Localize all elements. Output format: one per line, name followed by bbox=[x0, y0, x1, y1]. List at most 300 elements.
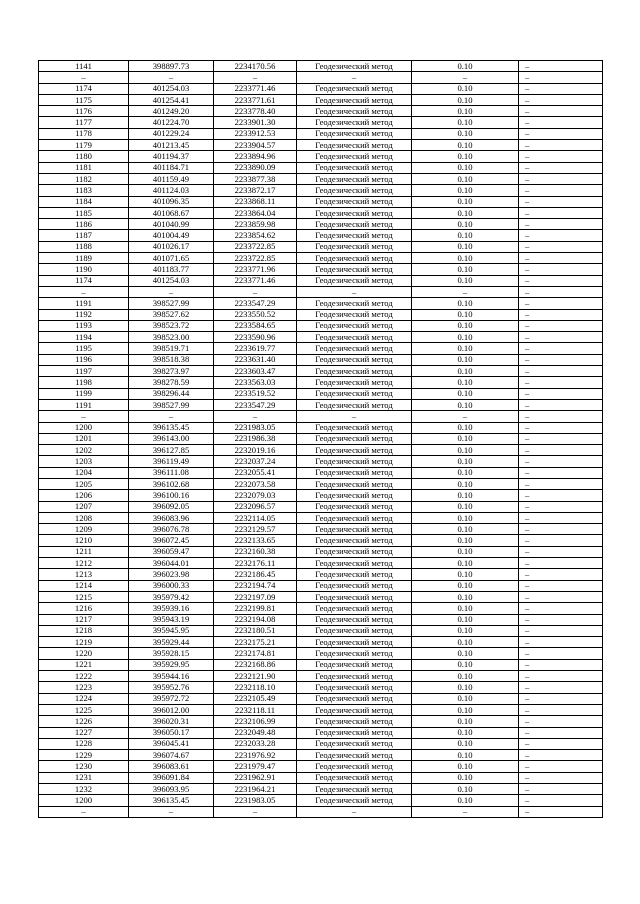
accuracy-cell: 0.10 bbox=[412, 750, 519, 761]
x-coordinate-cell: 396091.84 bbox=[129, 772, 214, 783]
extra-cell: – bbox=[519, 264, 603, 275]
y-coordinate-cell: 2231962.91 bbox=[214, 772, 297, 783]
table-row bbox=[39, 399, 603, 410]
table-row bbox=[39, 738, 603, 749]
y-coordinate-cell: 2233854.62 bbox=[214, 230, 297, 241]
method-cell: Геодезический метод bbox=[297, 128, 412, 139]
method-cell: Геодезический метод bbox=[297, 309, 412, 320]
extra-cell: – bbox=[519, 806, 603, 817]
point-number-cell: – bbox=[39, 72, 129, 83]
accuracy-cell: 0.10 bbox=[412, 219, 519, 230]
x-coordinate-cell: 401068.67 bbox=[129, 207, 214, 218]
accuracy-cell: 0.10 bbox=[412, 772, 519, 783]
y-coordinate-cell: 2233859.98 bbox=[214, 219, 297, 230]
table-row bbox=[39, 535, 603, 546]
table-row bbox=[39, 377, 603, 388]
method-cell: Геодезический метод bbox=[297, 196, 412, 207]
method-cell: Геодезический метод bbox=[297, 151, 412, 162]
y-coordinate-cell: 2233771.61 bbox=[214, 94, 297, 105]
table-row bbox=[39, 478, 603, 489]
point-number-cell: 1215 bbox=[39, 591, 129, 602]
y-coordinate-cell: – bbox=[214, 72, 297, 83]
point-number-cell: 1205 bbox=[39, 478, 129, 489]
point-number-cell: 1219 bbox=[39, 637, 129, 648]
method-cell: Геодезический метод bbox=[297, 106, 412, 117]
y-coordinate-cell: 2232096.57 bbox=[214, 501, 297, 512]
method-cell: Геодезический метод bbox=[297, 682, 412, 693]
point-number-cell: 1229 bbox=[39, 750, 129, 761]
y-coordinate-cell: 2232133.65 bbox=[214, 535, 297, 546]
point-number-cell: 1204 bbox=[39, 467, 129, 478]
x-coordinate-cell: 398296.44 bbox=[129, 388, 214, 399]
x-coordinate-cell: 395945.95 bbox=[129, 625, 214, 636]
x-coordinate-cell: 401249.20 bbox=[129, 106, 214, 117]
method-cell: Геодезический метод bbox=[297, 230, 412, 241]
extra-cell: – bbox=[519, 761, 603, 772]
method-cell: Геодезический метод bbox=[297, 207, 412, 218]
x-coordinate-cell: 396000.33 bbox=[129, 580, 214, 591]
y-coordinate-cell: 2233631.40 bbox=[214, 354, 297, 365]
accuracy-cell: 0.10 bbox=[412, 241, 519, 252]
method-cell: Геодезический метод bbox=[297, 388, 412, 399]
x-coordinate-cell: 395939.16 bbox=[129, 603, 214, 614]
table-row bbox=[39, 83, 603, 94]
x-coordinate-cell: 396083.96 bbox=[129, 512, 214, 523]
extra-cell: – bbox=[519, 637, 603, 648]
table-row bbox=[39, 456, 603, 467]
point-number-cell: 1216 bbox=[39, 603, 129, 614]
table-row bbox=[39, 671, 603, 682]
method-cell: Геодезический метод bbox=[297, 354, 412, 365]
accuracy-cell: 0.10 bbox=[412, 445, 519, 456]
accuracy-cell: 0.10 bbox=[412, 94, 519, 105]
extra-cell: – bbox=[519, 784, 603, 795]
accuracy-cell: 0.10 bbox=[412, 106, 519, 117]
point-number-cell: 1176 bbox=[39, 106, 129, 117]
method-cell: Геодезический метод bbox=[297, 83, 412, 94]
y-coordinate-cell: 2231976.92 bbox=[214, 750, 297, 761]
accuracy-cell: 0.10 bbox=[412, 117, 519, 128]
table-row bbox=[39, 546, 603, 557]
point-number-cell: 1224 bbox=[39, 693, 129, 704]
x-coordinate-cell: 396050.17 bbox=[129, 727, 214, 738]
x-coordinate-cell: 396111.08 bbox=[129, 467, 214, 478]
method-cell: Геодезический метод bbox=[297, 422, 412, 433]
y-coordinate-cell: 2232180.51 bbox=[214, 625, 297, 636]
point-number-cell: 1175 bbox=[39, 94, 129, 105]
table-row bbox=[39, 207, 603, 218]
y-coordinate-cell: 2231964.21 bbox=[214, 784, 297, 795]
point-number-cell: 1209 bbox=[39, 524, 129, 535]
y-coordinate-cell: 2232194.74 bbox=[214, 580, 297, 591]
method-cell: Геодезический метод bbox=[297, 772, 412, 783]
y-coordinate-cell: – bbox=[214, 286, 297, 297]
accuracy-cell: 0.10 bbox=[412, 535, 519, 546]
extra-cell: – bbox=[519, 94, 603, 105]
table-row bbox=[39, 693, 603, 704]
point-number-cell: 1196 bbox=[39, 354, 129, 365]
accuracy-cell: 0.10 bbox=[412, 162, 519, 173]
y-coordinate-cell: 2232105.49 bbox=[214, 693, 297, 704]
method-cell: – bbox=[297, 286, 412, 297]
method-cell: Геодезический метод bbox=[297, 591, 412, 602]
extra-cell: – bbox=[519, 659, 603, 670]
y-coordinate-cell: 2232186.45 bbox=[214, 569, 297, 580]
method-cell: Геодезический метод bbox=[297, 275, 412, 286]
point-number-cell: 1191 bbox=[39, 399, 129, 410]
extra-cell: – bbox=[519, 366, 603, 377]
accuracy-cell: 0.10 bbox=[412, 366, 519, 377]
x-coordinate-cell: 396135.45 bbox=[129, 422, 214, 433]
extra-cell: – bbox=[519, 772, 603, 783]
point-number-cell: 1189 bbox=[39, 253, 129, 264]
extra-cell: – bbox=[519, 569, 603, 580]
x-coordinate-cell: 396143.00 bbox=[129, 433, 214, 444]
accuracy-cell: 0.10 bbox=[412, 185, 519, 196]
extra-cell: – bbox=[519, 388, 603, 399]
y-coordinate-cell: 2233872.17 bbox=[214, 185, 297, 196]
y-coordinate-cell: 2233904.57 bbox=[214, 140, 297, 151]
method-cell: Геодезический метод bbox=[297, 693, 412, 704]
table-row bbox=[39, 275, 603, 286]
accuracy-cell: 0.10 bbox=[412, 173, 519, 184]
x-coordinate-cell: 396072.45 bbox=[129, 535, 214, 546]
extra-cell: – bbox=[519, 738, 603, 749]
method-cell: Геодезический метод bbox=[297, 467, 412, 478]
extra-cell: – bbox=[519, 162, 603, 173]
accuracy-cell: 0.10 bbox=[412, 704, 519, 715]
y-coordinate-cell: 2233722.85 bbox=[214, 253, 297, 264]
accuracy-cell: 0.10 bbox=[412, 512, 519, 523]
separator-row bbox=[39, 72, 603, 83]
method-cell: Геодезический метод bbox=[297, 637, 412, 648]
table-row bbox=[39, 558, 603, 569]
accuracy-cell: 0.10 bbox=[412, 354, 519, 365]
x-coordinate-cell: 395944.16 bbox=[129, 671, 214, 682]
point-number-cell: 1177 bbox=[39, 117, 129, 128]
x-coordinate-cell: 396044.01 bbox=[129, 558, 214, 569]
method-cell: Геодезический метод bbox=[297, 433, 412, 444]
extra-cell: – bbox=[519, 490, 603, 501]
x-coordinate-cell: 396119.49 bbox=[129, 456, 214, 467]
method-cell: Геодезический метод bbox=[297, 501, 412, 512]
y-coordinate-cell: – bbox=[214, 806, 297, 817]
y-coordinate-cell: 2233894.96 bbox=[214, 151, 297, 162]
y-coordinate-cell: 2232118.10 bbox=[214, 682, 297, 693]
accuracy-cell: 0.10 bbox=[412, 478, 519, 489]
y-coordinate-cell: 2231986.38 bbox=[214, 433, 297, 444]
method-cell: Геодезический метод bbox=[297, 614, 412, 625]
method-cell: Геодезический метод bbox=[297, 671, 412, 682]
accuracy-cell: 0.10 bbox=[412, 761, 519, 772]
extra-cell: – bbox=[519, 128, 603, 139]
point-number-cell: 1183 bbox=[39, 185, 129, 196]
table-row bbox=[39, 264, 603, 275]
method-cell: Геодезический метод bbox=[297, 727, 412, 738]
x-coordinate-cell: 398523.72 bbox=[129, 320, 214, 331]
y-coordinate-cell: 2233771.46 bbox=[214, 83, 297, 94]
method-cell: Геодезический метод bbox=[297, 603, 412, 614]
accuracy-cell: 0.10 bbox=[412, 727, 519, 738]
accuracy-cell: – bbox=[412, 286, 519, 297]
accuracy-cell: 0.10 bbox=[412, 716, 519, 727]
accuracy-cell: 0.10 bbox=[412, 275, 519, 286]
point-number-cell: 1210 bbox=[39, 535, 129, 546]
method-cell: Геодезический метод bbox=[297, 445, 412, 456]
table-row bbox=[39, 151, 603, 162]
accuracy-cell: 0.10 bbox=[412, 637, 519, 648]
accuracy-cell: 0.10 bbox=[412, 569, 519, 580]
y-coordinate-cell: 2232079.03 bbox=[214, 490, 297, 501]
point-number-cell: 1199 bbox=[39, 388, 129, 399]
method-cell: Геодезический метод bbox=[297, 162, 412, 173]
table-row bbox=[39, 196, 603, 207]
point-number-cell: 1206 bbox=[39, 490, 129, 501]
accuracy-cell: 0.10 bbox=[412, 309, 519, 320]
separator-row bbox=[39, 286, 603, 297]
y-coordinate-cell: 2232168.86 bbox=[214, 659, 297, 670]
accuracy-cell: 0.10 bbox=[412, 128, 519, 139]
accuracy-cell: 0.10 bbox=[412, 501, 519, 512]
y-coordinate-cell: 2233864.04 bbox=[214, 207, 297, 218]
point-number-cell: 1230 bbox=[39, 761, 129, 772]
extra-cell: – bbox=[519, 422, 603, 433]
x-coordinate-cell: 401184.71 bbox=[129, 162, 214, 173]
table-row bbox=[39, 343, 603, 354]
point-number-cell: 1201 bbox=[39, 433, 129, 444]
point-number-cell: 1195 bbox=[39, 343, 129, 354]
x-coordinate-cell: 398527.99 bbox=[129, 399, 214, 410]
table-row bbox=[39, 727, 603, 738]
point-number-cell: 1184 bbox=[39, 196, 129, 207]
extra-cell: – bbox=[519, 173, 603, 184]
method-cell: Геодезический метод bbox=[297, 716, 412, 727]
extra-cell: – bbox=[519, 693, 603, 704]
table-row bbox=[39, 106, 603, 117]
point-number-cell: 1227 bbox=[39, 727, 129, 738]
extra-cell: – bbox=[519, 72, 603, 83]
x-coordinate-cell: 395928.15 bbox=[129, 648, 214, 659]
method-cell: Геодезический метод bbox=[297, 738, 412, 749]
table-row bbox=[39, 490, 603, 501]
method-cell: Геодезический метод bbox=[297, 94, 412, 105]
x-coordinate-cell: 398523.00 bbox=[129, 332, 214, 343]
x-coordinate-cell: 398518.38 bbox=[129, 354, 214, 365]
table-row bbox=[39, 140, 603, 151]
y-coordinate-cell: 2233519.52 bbox=[214, 388, 297, 399]
accuracy-cell: 0.10 bbox=[412, 625, 519, 636]
table-row bbox=[39, 354, 603, 365]
y-coordinate-cell: 2233563.03 bbox=[214, 377, 297, 388]
point-number-cell: – bbox=[39, 286, 129, 297]
x-coordinate-cell: – bbox=[129, 411, 214, 422]
table-row bbox=[39, 230, 603, 241]
method-cell: Геодезический метод bbox=[297, 659, 412, 670]
extra-cell: – bbox=[519, 106, 603, 117]
table-row bbox=[39, 422, 603, 433]
method-cell: Геодезический метод bbox=[297, 761, 412, 772]
accuracy-cell: 0.10 bbox=[412, 388, 519, 399]
x-coordinate-cell: 401194.37 bbox=[129, 151, 214, 162]
point-number-cell: 1193 bbox=[39, 320, 129, 331]
y-coordinate-cell: 2232129.57 bbox=[214, 524, 297, 535]
y-coordinate-cell: 2233547.29 bbox=[214, 298, 297, 309]
point-number-cell: 1222 bbox=[39, 671, 129, 682]
x-coordinate-cell: 396083.61 bbox=[129, 761, 214, 772]
point-number-cell: 1223 bbox=[39, 682, 129, 693]
point-number-cell: 1192 bbox=[39, 309, 129, 320]
accuracy-cell: 0.10 bbox=[412, 151, 519, 162]
accuracy-cell: 0.10 bbox=[412, 83, 519, 94]
method-cell: Геодезический метод bbox=[297, 490, 412, 501]
extra-cell: – bbox=[519, 298, 603, 309]
extra-cell: – bbox=[519, 286, 603, 297]
point-number-cell: 1232 bbox=[39, 784, 129, 795]
point-number-cell: 1181 bbox=[39, 162, 129, 173]
accuracy-cell: 0.10 bbox=[412, 546, 519, 557]
y-coordinate-cell: 2233722.85 bbox=[214, 241, 297, 252]
y-coordinate-cell: 2233603.47 bbox=[214, 366, 297, 377]
x-coordinate-cell: 398527.99 bbox=[129, 298, 214, 309]
table-row bbox=[39, 467, 603, 478]
extra-cell: – bbox=[519, 253, 603, 264]
method-cell: Геодезический метод bbox=[297, 343, 412, 354]
x-coordinate-cell: 398278.59 bbox=[129, 377, 214, 388]
table-row bbox=[39, 716, 603, 727]
x-coordinate-cell: 395929.44 bbox=[129, 637, 214, 648]
table-row bbox=[39, 128, 603, 139]
y-coordinate-cell: 2233868.11 bbox=[214, 196, 297, 207]
method-cell: Геодезический метод bbox=[297, 784, 412, 795]
y-coordinate-cell: 2232160.38 bbox=[214, 546, 297, 557]
x-coordinate-cell: 401229.24 bbox=[129, 128, 214, 139]
document-page bbox=[38, 60, 602, 818]
method-cell: Геодезический метод bbox=[297, 61, 412, 72]
accuracy-cell: 0.10 bbox=[412, 795, 519, 806]
method-cell: Геодезический метод bbox=[297, 648, 412, 659]
accuracy-cell: 0.10 bbox=[412, 332, 519, 343]
x-coordinate-cell: 401254.41 bbox=[129, 94, 214, 105]
table-row bbox=[39, 637, 603, 648]
accuracy-cell: 0.10 bbox=[412, 693, 519, 704]
x-coordinate-cell: 401254.03 bbox=[129, 83, 214, 94]
x-coordinate-cell: 396020.31 bbox=[129, 716, 214, 727]
extra-cell: – bbox=[519, 478, 603, 489]
extra-cell: – bbox=[519, 241, 603, 252]
accuracy-cell: 0.10 bbox=[412, 580, 519, 591]
accuracy-cell: 0.10 bbox=[412, 320, 519, 331]
table-row bbox=[39, 524, 603, 535]
x-coordinate-cell: 401096.35 bbox=[129, 196, 214, 207]
y-coordinate-cell: 2232118.11 bbox=[214, 704, 297, 715]
y-coordinate-cell: 2232037.24 bbox=[214, 456, 297, 467]
point-number-cell: 1200 bbox=[39, 795, 129, 806]
method-cell: – bbox=[297, 72, 412, 83]
x-coordinate-cell: 398527.62 bbox=[129, 309, 214, 320]
extra-cell: – bbox=[519, 716, 603, 727]
extra-cell: – bbox=[519, 61, 603, 72]
table-row bbox=[39, 320, 603, 331]
extra-cell: – bbox=[519, 332, 603, 343]
x-coordinate-cell: – bbox=[129, 806, 214, 817]
accuracy-cell: 0.10 bbox=[412, 298, 519, 309]
extra-cell: – bbox=[519, 411, 603, 422]
method-cell: Геодезический метод bbox=[297, 185, 412, 196]
method-cell: Геодезический метод bbox=[297, 580, 412, 591]
extra-cell: – bbox=[519, 682, 603, 693]
table-row bbox=[39, 298, 603, 309]
extra-cell: – bbox=[519, 433, 603, 444]
point-number-cell: 1214 bbox=[39, 580, 129, 591]
method-cell: Геодезический метод bbox=[297, 558, 412, 569]
method-cell: Геодезический метод bbox=[297, 219, 412, 230]
table-row bbox=[39, 445, 603, 456]
extra-cell: – bbox=[519, 320, 603, 331]
method-cell: Геодезический метод bbox=[297, 253, 412, 264]
table-row bbox=[39, 750, 603, 761]
accuracy-cell: 0.10 bbox=[412, 196, 519, 207]
extra-cell: – bbox=[519, 614, 603, 625]
coordinates-table bbox=[38, 60, 603, 818]
point-number-cell: 1178 bbox=[39, 128, 129, 139]
extra-cell: – bbox=[519, 83, 603, 94]
y-coordinate-cell: 2232055.41 bbox=[214, 467, 297, 478]
y-coordinate-cell: 2232106.99 bbox=[214, 716, 297, 727]
x-coordinate-cell: 395972.72 bbox=[129, 693, 214, 704]
method-cell: Геодезический метод bbox=[297, 795, 412, 806]
extra-cell: – bbox=[519, 207, 603, 218]
table-row bbox=[39, 591, 603, 602]
x-coordinate-cell: 396076.78 bbox=[129, 524, 214, 535]
table-row bbox=[39, 162, 603, 173]
point-number-cell: 1228 bbox=[39, 738, 129, 749]
y-coordinate-cell: 2232174.81 bbox=[214, 648, 297, 659]
y-coordinate-cell: 2232049.48 bbox=[214, 727, 297, 738]
method-cell: Геодезический метод bbox=[297, 524, 412, 535]
method-cell: Геодезический метод bbox=[297, 546, 412, 557]
point-number-cell: 1179 bbox=[39, 140, 129, 151]
extra-cell: – bbox=[519, 140, 603, 151]
x-coordinate-cell: 398897.73 bbox=[129, 61, 214, 72]
y-coordinate-cell: 2232199.81 bbox=[214, 603, 297, 614]
y-coordinate-cell: 2232197.09 bbox=[214, 591, 297, 602]
y-coordinate-cell: 2233771.96 bbox=[214, 264, 297, 275]
point-number-cell: 1231 bbox=[39, 772, 129, 783]
accuracy-cell: 0.10 bbox=[412, 399, 519, 410]
accuracy-cell: 0.10 bbox=[412, 524, 519, 535]
x-coordinate-cell: 396074.67 bbox=[129, 750, 214, 761]
extra-cell: – bbox=[519, 354, 603, 365]
accuracy-cell: 0.10 bbox=[412, 61, 519, 72]
point-number-cell: 1202 bbox=[39, 445, 129, 456]
table-row bbox=[39, 580, 603, 591]
x-coordinate-cell: 396127.85 bbox=[129, 445, 214, 456]
y-coordinate-cell: 2233590.96 bbox=[214, 332, 297, 343]
x-coordinate-cell: 401124.03 bbox=[129, 185, 214, 196]
method-cell: Геодезический метод bbox=[297, 478, 412, 489]
y-coordinate-cell: 2233877.38 bbox=[214, 173, 297, 184]
point-number-cell: 1212 bbox=[39, 558, 129, 569]
point-number-cell: 1203 bbox=[39, 456, 129, 467]
point-number-cell: 1218 bbox=[39, 625, 129, 636]
y-coordinate-cell: 2233619.77 bbox=[214, 343, 297, 354]
point-number-cell: 1200 bbox=[39, 422, 129, 433]
extra-cell: – bbox=[519, 648, 603, 659]
y-coordinate-cell: 2233912.53 bbox=[214, 128, 297, 139]
table-row bbox=[39, 366, 603, 377]
point-number-cell: 1207 bbox=[39, 501, 129, 512]
extra-cell: – bbox=[519, 275, 603, 286]
